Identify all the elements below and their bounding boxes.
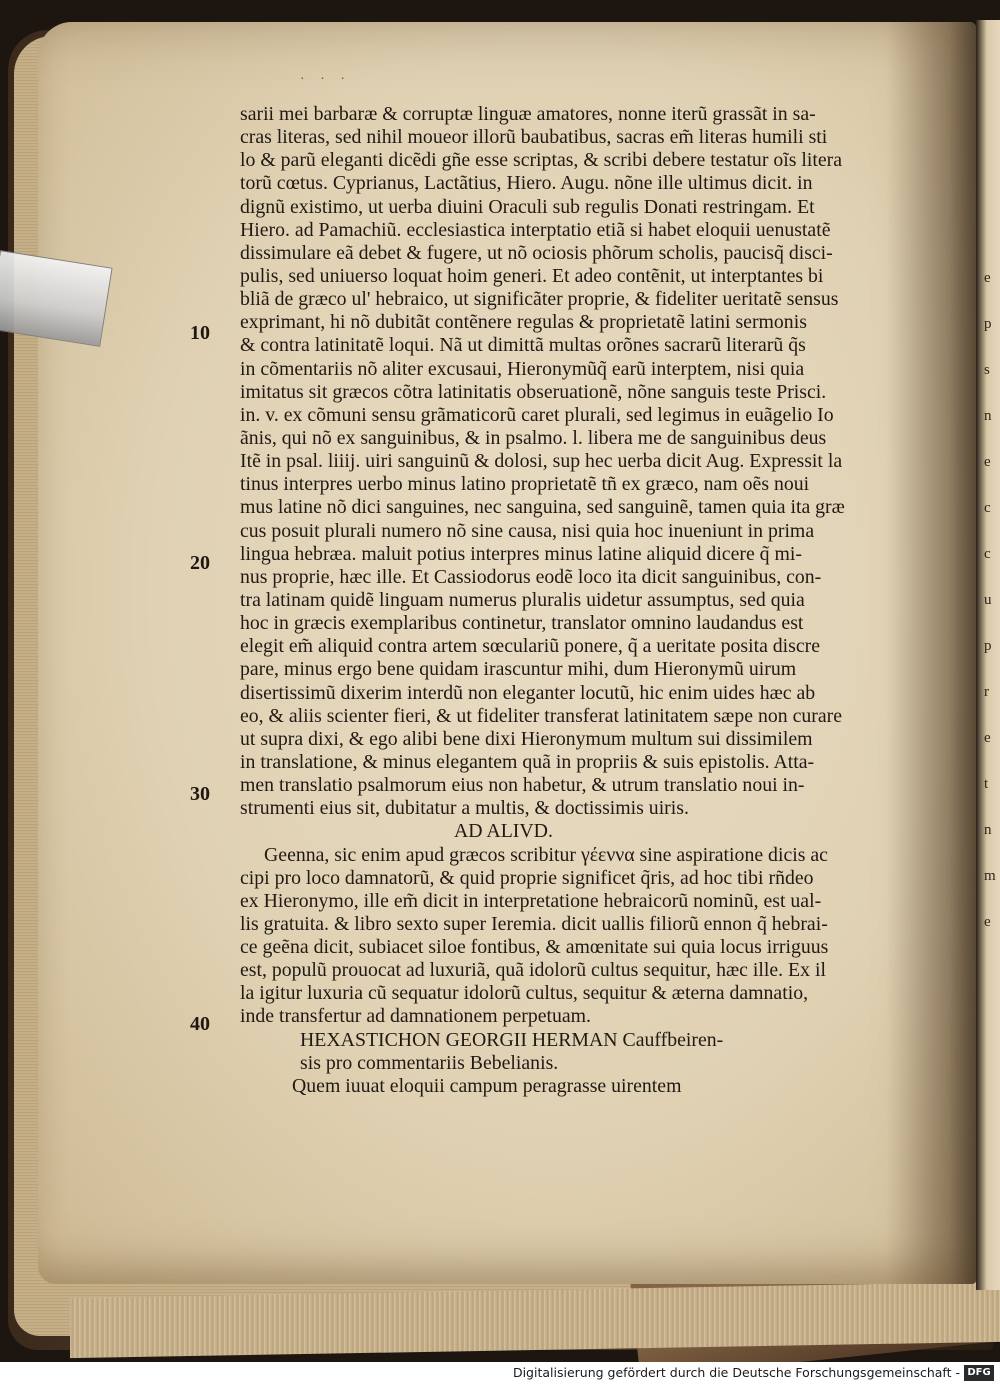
facing-page-glyph: s: [984, 362, 990, 378]
text-line: dissimulare eã debet & fugere, ut nõ ociosis phõrum scholis, paucisq̃ disci-: [240, 241, 833, 264]
text-line: elegit em̃ aliquid contra artem sœculariũ ponere, q̃ a ueritate posita discre: [240, 635, 821, 658]
line-number: 20: [190, 552, 210, 574]
text-line: lis gratuita. & libro sexto super Ieremia. dicit uallis filiorũ ennon q̃ hebrai-: [240, 912, 828, 935]
text-line: nus proprie, hæc ille. Et Cassiodorus eodẽ loco ita dicit sanguinibus, con-: [240, 565, 822, 588]
text-line: men translatio psalmorum eius non habetur, & utrum translatio noui in-: [240, 774, 805, 797]
facing-page-glyph: t: [984, 776, 989, 792]
text-line: Itẽ in psal. liiij. uiri sanguinũ & dolosi, sup hec uerba dicit Aug. Expressit la: [240, 450, 843, 473]
text-line: lo & parũ eleganti dicẽdi gñe esse scriptas, & scribi debere testatur oĩs litera: [240, 149, 843, 172]
text-line: in. v. ex cõmuni sensu grãmaticorũ caret plurali, sed legimus in euãgelio Io: [240, 403, 834, 426]
footer-bar: [0, 1362, 1000, 1385]
bookmark-tab: [0, 250, 113, 347]
facing-page-glyph: c: [984, 546, 991, 562]
dfg-logo: DFG: [964, 1365, 994, 1381]
facing-page-glyph: p: [984, 638, 992, 654]
poem-title: HEXASTICHON GEORGII HERMAN Cauffbeiren-: [300, 1028, 724, 1051]
facing-page-glyph: e: [984, 914, 991, 930]
line-number: 40: [190, 1013, 210, 1035]
text-line: pulis, sed uniuerso loquat hoim generi. Et adeo contẽnit, ut interptantes bi: [240, 264, 824, 287]
text-line: est, populũ prouocat ad luxuriã, quã idolorũ cultus sequitur, hæc ille. Ex il: [240, 959, 826, 982]
section-heading: AD ALIVD.: [454, 820, 553, 843]
facing-page-glyph: n: [984, 408, 992, 424]
facing-page-glyph: u: [984, 592, 992, 608]
text-line: disertissimũ dixerim interdũ non eleganter locutũ, hic enim uides hæc ab: [240, 681, 816, 704]
poem-subtitle: sis pro commentariis Bebelianis.: [300, 1051, 559, 1074]
facing-page-glyph: m: [984, 868, 996, 884]
text-line: inde transfertur ad damnationem perpetuam.: [240, 1005, 591, 1028]
facing-page-glyph: n: [984, 822, 992, 838]
facing-page-glyph: r: [984, 684, 989, 700]
text-line: cus posuit plurali numero nõ sine causa, nisi quia hoc inueniunt in prima: [240, 519, 815, 542]
text-line: hoc in græcis exemplaribus continetur, translator omnino laudandus est: [240, 612, 804, 635]
text-line: pare, minus ergo bene quidam irascuntur mihi, dum Hieronymũ uirum: [240, 658, 797, 681]
text-line: ut supra dixi, & ego alibi bene dixi Hieronymum multum sui dissimilem: [240, 727, 813, 750]
facing-page-glyph: c: [984, 500, 991, 516]
facing-page-strip: [976, 20, 1000, 1290]
text-line: exprimant, hi nõ dubitãt contẽnere regulas & proprietatẽ latini sermonis: [240, 311, 807, 334]
text-line: ãnis, qui nõ ex sanguinibus, & in psalmo. l. libera me de sanguinibus deus: [240, 426, 827, 449]
text-line: tinus interpres uerbo minus latino proprietatẽ tñ ex græco, nam oẽs noui: [240, 473, 810, 496]
text-line: eo, & aliis scienter fieri, & ut fideliter transferat latinitatem sæpe non curare: [240, 704, 843, 727]
text-line: torũ cœtus. Cyprianus, Lactãtius, Hiero. Augu. nõne ille ultimus dicit. in: [240, 172, 813, 195]
text-block: [240, 103, 900, 1098]
line-number: 10: [190, 322, 210, 344]
text-line: ce geẽna dicit, subiacet siloe fontibus, & amœnitate sui quia locus irriguus: [240, 936, 829, 959]
facing-page-glyph: p: [984, 316, 992, 332]
text-line: imitatus sit græcos cõtra latinitatis obseruationẽ, nõne sanguis teste Prisci.: [240, 380, 827, 403]
text-line: cras literas, sed nihil moueor illorũ baubatibus, sacras em̃ literas humili sti: [240, 126, 828, 149]
text-line: tra latinam quidẽ linguam numerus pluralis uidetur assumptus, sed quia: [240, 588, 805, 611]
facing-page-glyph: e: [984, 270, 991, 286]
facing-page-glyph: e: [984, 454, 991, 470]
text-line: lingua hebræa. maluit potius interpres minus latine aliquid dicere q̃ mi-: [240, 542, 802, 565]
text-line: dignũ existimo, ut uerba diuini Oraculi sub regulis Donati restringam. Et: [240, 195, 815, 218]
text-line: cipi pro loco damnatorũ, & quid proprie significet q̃ris, ad hoc tibi rñdeo: [240, 866, 814, 889]
text-line: la igitur luxuria cũ sequatur idolorũ cultus, sequitur & æterna damnatio,: [240, 982, 809, 1005]
text-line: mus latine nõ dici sanguines, nec sanguina, sed sanguinẽ, tamen quia ita græ: [240, 496, 845, 519]
text-line: sarii mei barbaræ & corruptæ linguæ amatores, nonne iterũ grassãt in sa-: [240, 103, 816, 125]
text-line: & contra latinitatẽ loqui. Nã ut dimittã multas orõnes sacrarũ literarũ q̃s: [240, 334, 806, 357]
text-line: bliã de græco ul' hebraico, ut significãter proprie, & fideliter ueritatẽ sensus: [240, 288, 839, 311]
text-line: ex Hieronymo, ille em̃ dicit in interpretatione hebraicorũ nominũ, est ual-: [240, 889, 822, 912]
facing-page-glyph: e: [984, 730, 991, 746]
text-line: Geenna, sic enim apud græcos scribitur γέεννα sine aspiratione dicis ac: [264, 843, 828, 866]
text-line: in translatione, & minus elegantem quã in propriis & suis epistolis. Atta-: [240, 750, 815, 773]
text-line: in cõmentariis nõ aliter excusaui, Hieronymũq̃ earũ interptem, nisi quia: [240, 357, 805, 380]
paper-specks: · · ·: [300, 72, 351, 87]
footer-credit: Digitalisierung gefördert durch die Deutsche Forschungsgemeinschaft -: [512, 1365, 960, 1380]
line-number: 30: [190, 783, 210, 805]
text-line: strumenti eius sit, dubitatur a multis, & doctissimis uiris.: [240, 797, 689, 820]
verse-line: Quem iuuat eloquii campum peragrasse uirentem: [292, 1074, 682, 1097]
text-line: Hiero. ad Pamachiũ. ecclesiastica interptatio etiã si habet eloquii uenustatẽ: [240, 218, 831, 241]
